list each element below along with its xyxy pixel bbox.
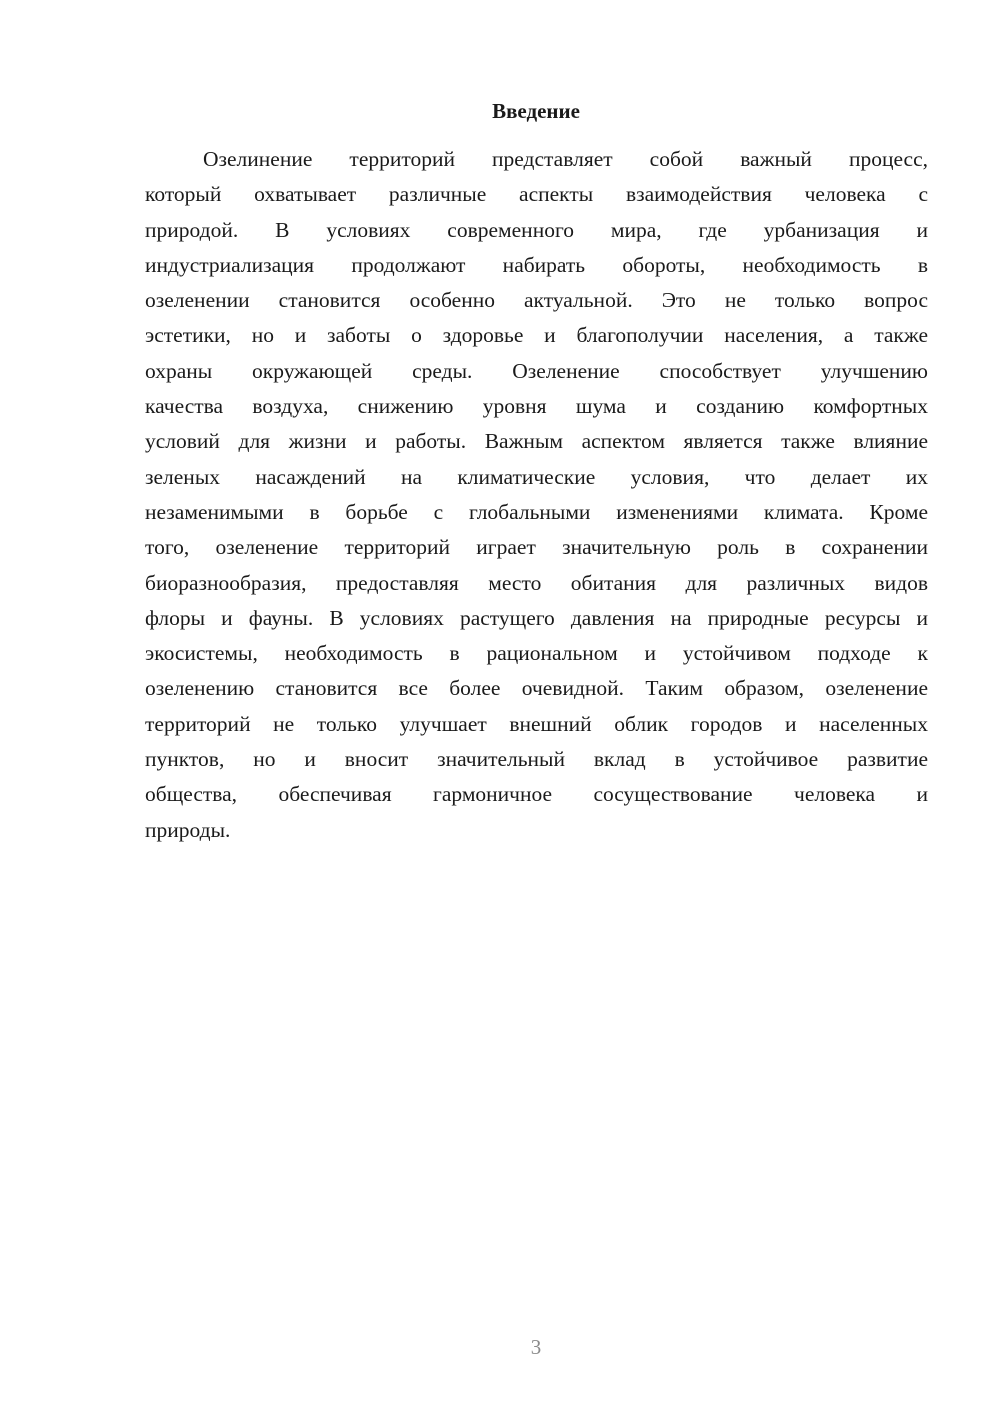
paragraph-line: условий для жизни и работы. Важным аспектом является также влияние <box>145 429 928 454</box>
paragraph-line: индустриализация продолжают набирать обороты, необходимость в <box>145 252 928 277</box>
page-number: 3 <box>530 1335 542 1359</box>
paragraph-line: качества воздуха, снижению уровня шума и созданию комфортных <box>145 394 928 419</box>
paragraph-line: который охватывает различные аспекты взаимодействия человека с <box>145 182 928 207</box>
paragraph-line: эстетики, но и заботы о здоровье и благополучии населения, а также <box>145 323 928 348</box>
section-heading: Введение <box>492 99 580 123</box>
paragraph-line: охраны окружающей среды. Озеленение способствует улучшению <box>145 358 928 383</box>
paragraph-line: экосистемы, необходимость в рациональном и устойчивом подходе к <box>145 641 928 666</box>
paragraph-line: зеленых насаждений на климатические условия, что делает их <box>145 464 928 489</box>
paragraph-line: общества, обеспечивая гармоничное сосуществование человека и <box>145 782 928 807</box>
paragraph-line: Озелинение территорий представляет собой важный процесс, <box>203 147 928 171</box>
paragraph-line: природой. В условиях современного мира, где урбанизация и <box>145 217 928 242</box>
paragraph-line: незаменимыми в борьбе с глобальными изменениями климата. Кроме <box>145 499 928 524</box>
paragraph-line: того, озеленение территорий играет значительную роль в сохранении <box>145 535 928 560</box>
body-paragraph <box>145 142 928 848</box>
paragraph-line: озеленению становится все более очевидной. Таким образом, озеленение <box>145 676 928 701</box>
paragraph-line: пунктов, но и вносит значительный вклад в устойчивое развитие <box>145 747 928 772</box>
paragraph-line: природы. <box>145 817 231 842</box>
paragraph-line: биоразнообразия, предоставляя место обитания для различных видов <box>145 570 928 595</box>
paragraph-line: территорий не только улучшает внешний облик городов и населенных <box>145 711 928 736</box>
paragraph-line: озеленении становится особенно актуальной. Это не только вопрос <box>145 288 928 313</box>
paragraph-line: флоры и фауны. В условиях растущего давления на природные ресурсы и <box>145 605 928 630</box>
